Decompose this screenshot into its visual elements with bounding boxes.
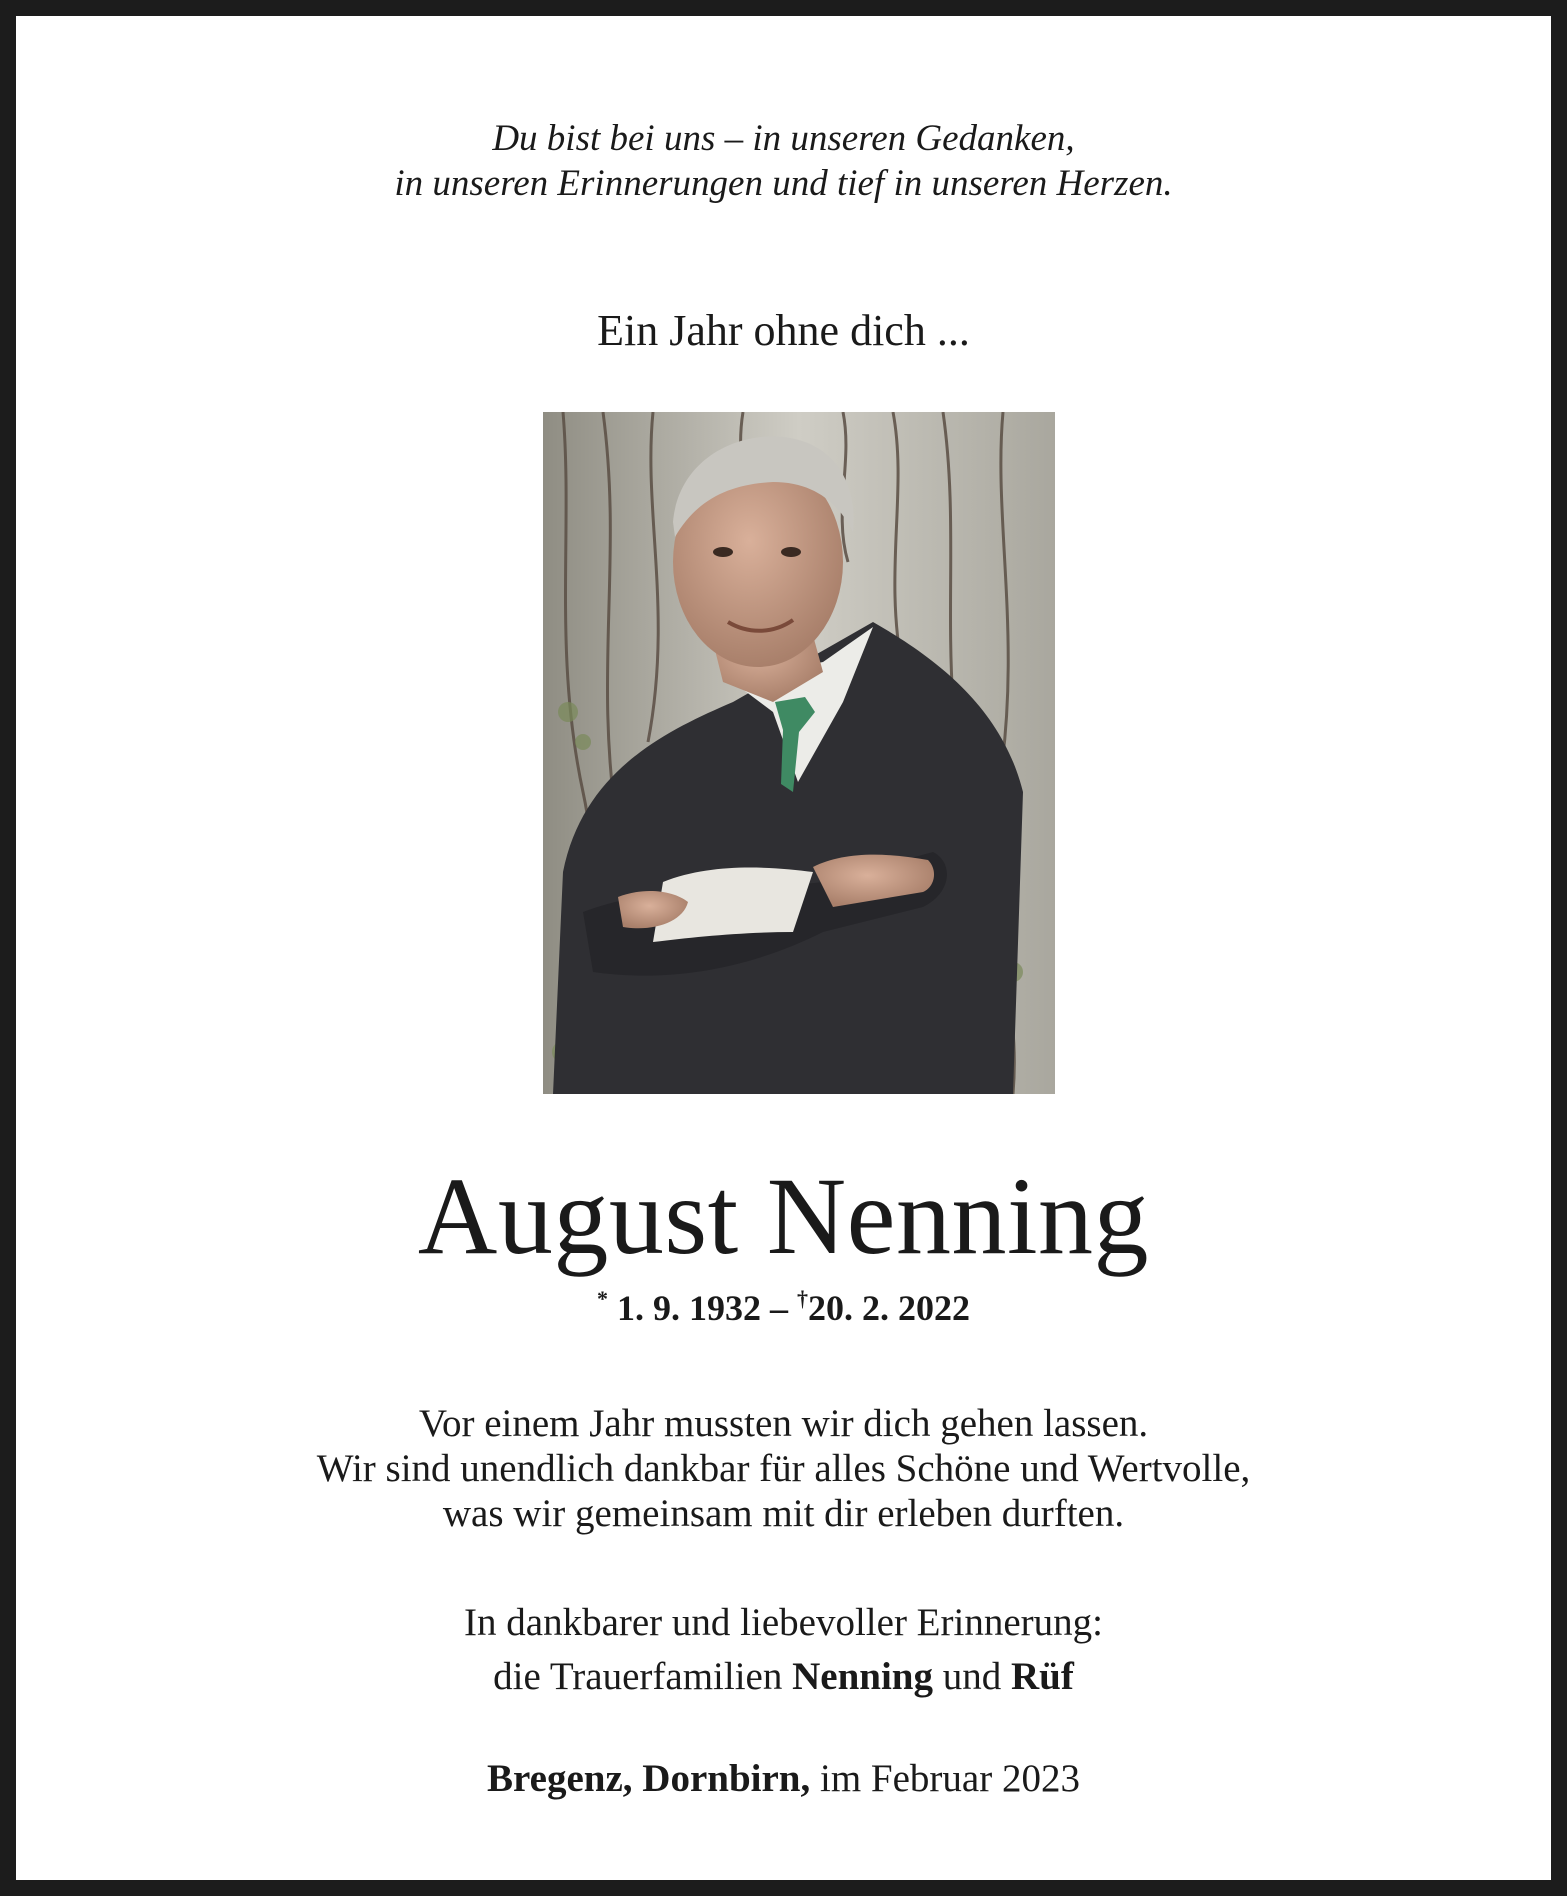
death-symbol: †	[797, 1286, 808, 1311]
remembrance-block	[16, 1596, 1551, 1704]
death-date: 20. 2. 2022	[808, 1288, 970, 1328]
memorial-verse	[16, 1401, 1551, 1536]
verse-line-3: was wir gemeinsam mit dir erleben durften.	[442, 1492, 1125, 1535]
family-name-2: Rüf	[1010, 1655, 1074, 1698]
life-dates	[16, 1278, 1551, 1329]
place-cities: Bregenz, Dornbirn,	[487, 1757, 811, 1800]
remembrance-line-1: In dankbarer und liebevoller Erinnerung:	[464, 1601, 1103, 1644]
birth-symbol: *	[597, 1286, 608, 1311]
remembrance-line-2	[16, 1650, 1551, 1704]
verse-line-2: Wir sind unendlich dankbar für alles Schöne und Wertvolle,	[316, 1447, 1251, 1490]
family-prefix: die Trauerfamilien	[493, 1655, 783, 1698]
family-conjunction: und	[942, 1655, 1002, 1698]
deceased-name: August Nenning	[417, 1155, 1150, 1277]
place-date: im Februar 2023	[819, 1757, 1080, 1800]
motto-quote	[16, 116, 1551, 206]
portrait-photo	[543, 412, 1055, 1094]
place-and-date	[16, 1756, 1551, 1801]
family-name-1: Nenning	[792, 1655, 933, 1698]
motto-line-1: Du bist bei uns – in unseren Gedanken,	[492, 118, 1075, 159]
date-separator: –	[770, 1288, 788, 1328]
verse-line-1: Vor einem Jahr mussten wir dich gehen lassen.	[418, 1402, 1149, 1445]
motto-line-2: in unseren Erinnerungen und tief in unseren Herzen.	[394, 163, 1173, 204]
intro-heading: Ein Jahr ohne dich ...	[597, 306, 970, 355]
birth-date: 1. 9. 1932	[617, 1288, 761, 1328]
